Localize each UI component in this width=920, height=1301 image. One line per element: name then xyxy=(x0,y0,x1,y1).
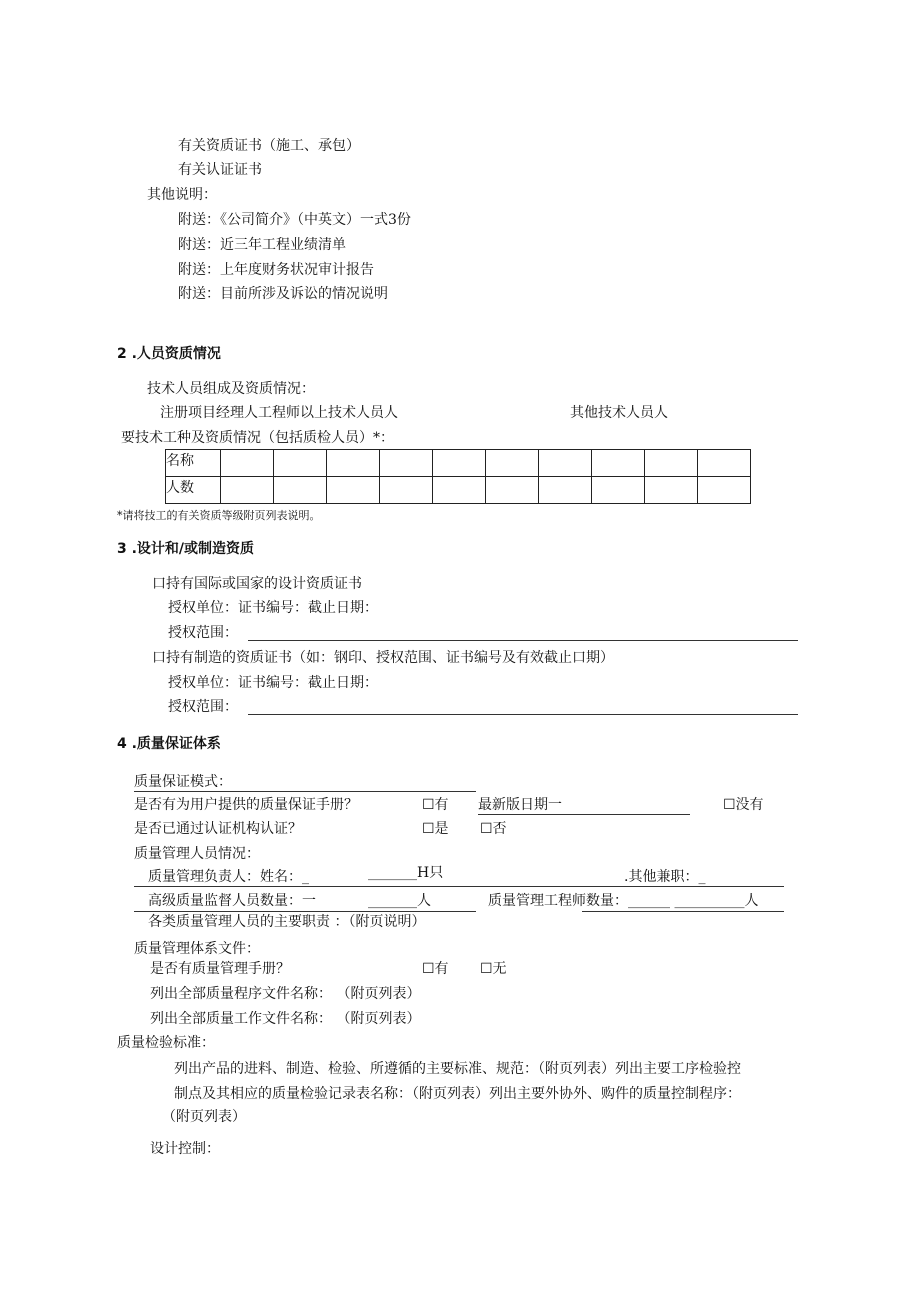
text: 有关认证证书 xyxy=(178,162,262,178)
text: 要技术工种及资质情况（包括质检人员）*： xyxy=(121,430,394,446)
text: 质量检验标准： xyxy=(117,1035,215,1051)
text: 附送：上年度财务状况审计报告 xyxy=(178,262,374,278)
text: 质量管理负责人：姓名：_ xyxy=(148,869,309,885)
section-heading: 4 .质量保证体系 xyxy=(117,736,221,752)
text: 列出产品的进料、制造、检验、所遵循的主要标准、规范：（附页列表）列出主要工序检验控 xyxy=(174,1061,741,1077)
checkbox-is[interactable]: ☐是 xyxy=(422,821,449,837)
text: 列出全部质量程序文件名称： （附页列表） xyxy=(150,986,421,1002)
text: （附页列表） xyxy=(162,1109,246,1125)
text: 是否有质量管理手册？ xyxy=(150,961,290,977)
text: 是否有为用户提供的质量保证手册？ xyxy=(134,797,358,813)
text: 注册项目经理人工程师以上技术人员人 xyxy=(160,405,398,421)
text: 有关资质证书（施工、承包） xyxy=(178,138,360,154)
text: 口持有制造的资质证书（如：钢印、授权范围、证书编号及有效截止口期） xyxy=(152,650,614,666)
checkbox-no[interactable]: ☐否 xyxy=(480,821,507,837)
text: 高级质量监督人员数量：一 xyxy=(148,893,316,909)
checkbox-none[interactable]: ☐没有 xyxy=(723,797,764,813)
checkbox-yes[interactable]: ☐有 xyxy=(422,797,449,813)
text: 授权范围： xyxy=(168,699,238,715)
text: 其他说明： xyxy=(147,187,217,203)
section-heading: 2 .人员资质情况 xyxy=(117,346,221,362)
text: 质量管理人员情况： xyxy=(134,846,260,862)
section-heading: 3 .设计和/或制造资质 xyxy=(117,541,255,557)
text: 授权单位：证书编号：截止日期： xyxy=(168,600,378,616)
skill-table xyxy=(165,449,751,504)
row-label: 名称 xyxy=(166,450,221,477)
checkbox-qm-yes[interactable]: ☐有 xyxy=(422,961,449,977)
row-label: 人数 xyxy=(166,477,221,504)
text: 各类质量管理人员的主要职责 ：（附页说明） xyxy=(148,914,426,930)
text: 附送：近三年工程业绩清单 xyxy=(178,237,346,253)
text: 其他技术人员人 xyxy=(570,405,668,421)
text: 最新版日期一 xyxy=(478,797,562,813)
checkbox-qm-no[interactable]: ☐无 xyxy=(480,961,507,977)
note: *请将技工的有关资质等级附页列表说明。 xyxy=(117,509,321,522)
text: 列出全部质量工作文件名称： （附页列表） xyxy=(150,1011,421,1027)
text: .其他兼职：_ xyxy=(624,869,706,885)
text: 授权范围： xyxy=(168,625,238,641)
text: 授权单位：证书编号：截止日期： xyxy=(168,675,378,691)
text: 技术人员组成及资质情况： xyxy=(147,381,315,397)
text: 质量保证模式： xyxy=(134,774,232,790)
text: 附送：《公司简介》（中英文）一式3份 xyxy=(178,212,411,228)
text: 制点及其相应的质量检验记录表名称：（附页列表）列出主要外协外、购件的质量控制程序： xyxy=(174,1086,741,1102)
text: 质量管理工程师数量：______ __________人 xyxy=(488,893,759,909)
text: 质量管理体系文件： xyxy=(134,941,260,957)
text: 口持有国际或国家的设计资质证书 xyxy=(152,576,362,592)
text: 附送：目前所涉及诉讼的情况说明 xyxy=(178,286,388,302)
text: 设计控制： xyxy=(150,1141,220,1157)
text: _______人 xyxy=(368,893,431,909)
text: _______H只 xyxy=(368,865,444,881)
text: 是否已通过认证机构认证？ xyxy=(134,821,302,837)
